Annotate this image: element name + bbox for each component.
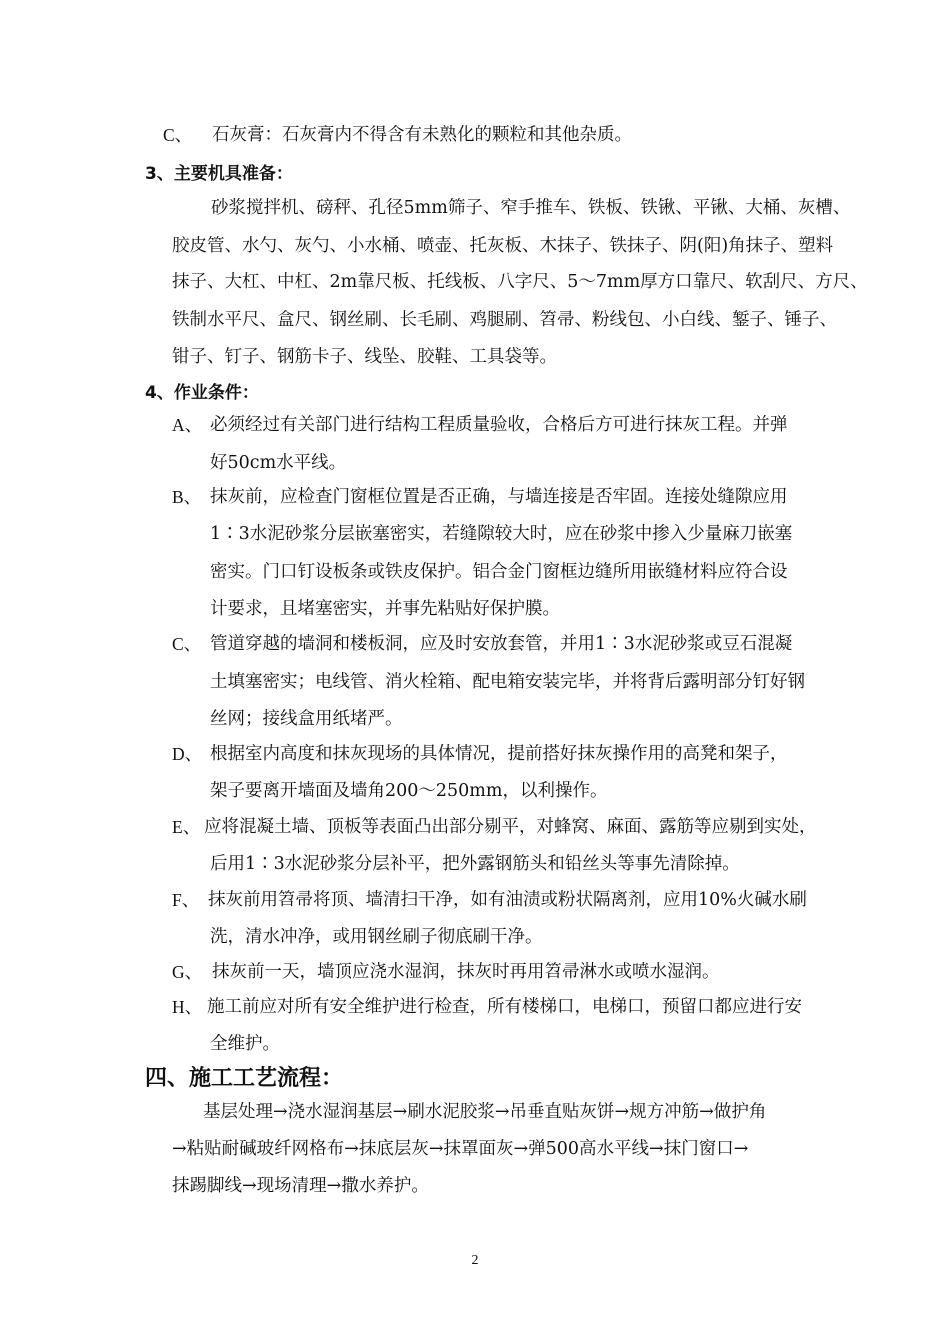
paragraph-line: 抹子、大杠、中杠、2m靠尺板、托线板、八字尺、5～7mm厚方口靠尺、软刮尺、方尺、 [172, 272, 868, 292]
list-marker: F、 [172, 890, 200, 910]
list-marker: E、 [172, 817, 201, 837]
list-marker: H、 [172, 997, 203, 1017]
list-item-line: 好50cm水平线。 [210, 453, 347, 473]
list-item-line: 架子要离开墙面及墙角200～250mm，以利操作。 [210, 781, 608, 801]
list-marker: D、 [172, 744, 203, 764]
list-item-line: 密实。门口钉设板条或铁皮保护。铝合金门窗框边缝所用嵌缝材料应符合设 [210, 562, 788, 582]
list-item-line: 抹灰前，应检查门窗框位置是否正确，与墙连接是否牢固。连接处缝隙应用 [210, 487, 788, 507]
section-heading: 3、主要机具准备： [145, 164, 293, 184]
list-item-line: 洗，清水冲净，或用钢丝刷子彻底刷干净。 [210, 927, 543, 947]
list-marker: A、 [172, 415, 203, 435]
list-item-line: 1∶3水泥砂浆分层嵌塞密实，若缝隙较大时，应在砂浆中掺入少量麻刀嵌塞 [210, 524, 793, 544]
list-marker: B、 [172, 487, 202, 507]
list-item-line: 后用1∶3水泥砂浆分层补平，把外露钢筋头和铅丝头等事先清除掉。 [210, 854, 740, 874]
list-marker: G、 [172, 962, 203, 982]
list-item-line: 抹灰前用笤帚将顶、墙清扫干净，如有油渍或粉状隔离剂，应用10%火碱水刷 [208, 890, 807, 910]
list-item-line: 抹灰前一天，墙顶应浇水湿润，抹灰时再用笤帚淋水或喷水湿润。 [212, 962, 720, 982]
list-item-line: 根据室内高度和抹灰现场的具体情况，提前搭好抹灰操作用的高凳和架子， [210, 744, 788, 764]
list-item-line: 施工前应对所有安全维护进行检查，所有楼梯口，电梯口，预留口都应进行安 [207, 997, 802, 1017]
paragraph-line: 抹踢脚线→现场清理→撒水养护。 [172, 1176, 429, 1196]
list-item-line: 全维护。 [210, 1034, 280, 1054]
list-item-line: 丝网；接线盒用纸堵严。 [210, 709, 403, 729]
paragraph-line: 砂浆搅拌机、磅秤、孔径5mm筛子、窄手推车、铁板、铁锹、平锹、大桶、灰槽、 [211, 198, 851, 218]
list-item-line: 必须经过有关部门进行结构工程质量验收，合格后方可进行抹灰工程。并弹 [210, 415, 788, 435]
chapter-heading: 四、施工工艺流程： [145, 1066, 344, 1091]
page-number: 2 [471, 1253, 479, 1268]
paragraph-line: 铁制水平尺、盒尺、钢丝刷、长毛刷、鸡腿刷、笤帚、粉线包、小白线、錾子、锤子、 [172, 310, 837, 330]
paragraph-line: 基层处理→浇水湿润基层→刷水泥胶浆→吊垂直贴灰饼→规方冲筋→做护角 [203, 1102, 767, 1122]
paragraph-line: 钳子、钉子、钢筋卡子、线坠、胶鞋、工具袋等。 [172, 347, 557, 367]
paragraph-line: →粘贴耐碱玻纤网格布→抹底层灰→抹罩面灰→弹500高水平线→抹门窗口→ [172, 1139, 749, 1159]
section-heading: 4、作业条件： [145, 383, 259, 403]
list-item-line: 应将混凝土墙、顶板等表面凸出部分剔平，对蜂窝、麻面、露筋等应剔到实处， [204, 817, 817, 837]
list-item-line: 计要求，且堵塞密实，并事先粘贴好保护膜。 [210, 599, 560, 619]
list-item-line: 管道穿越的墙洞和楼板洞，应及时安放套管，并用1∶3水泥砂浆或豆石混凝 [210, 634, 793, 654]
paragraph-line: 胶皮管、水勺、灰勺、小水桶、喷壶、托灰板、木抹子、铁抹子、阴(阳)角抹子、塑料 [172, 236, 834, 256]
list-marker: C、 [163, 125, 193, 145]
list-item-line: 土填塞密实；电线管、消火栓箱、配电箱安装完毕，并将背后露明部分钉好钢 [210, 672, 805, 692]
list-marker: C、 [172, 634, 202, 654]
list-item-text: 石灰膏：石灰膏内不得含有未熟化的颗粒和其他杂质。 [212, 125, 632, 145]
